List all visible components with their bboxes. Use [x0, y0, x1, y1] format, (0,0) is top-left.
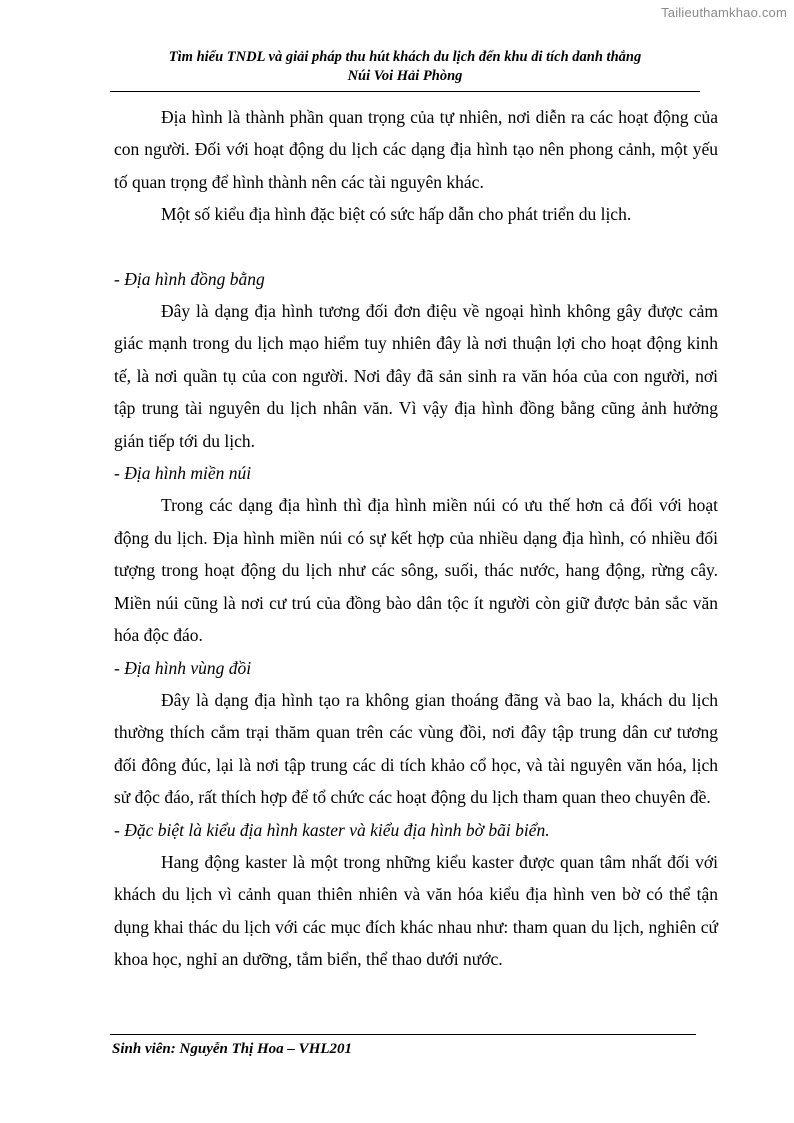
heading-karst-coastal: - Đặc biệt là kiểu địa hình kaster và kiểu địa hình bờ bãi biển. — [114, 819, 550, 840]
heading-hills: - Địa hình vùng đồi — [114, 657, 252, 678]
footer-divider — [110, 1034, 696, 1035]
header-divider — [110, 91, 700, 92]
page-header — [110, 48, 700, 86]
document-body — [114, 101, 718, 976]
heading-plains: - Địa hình đồng bằng — [114, 268, 265, 289]
heading-mountains: - Địa hình miền núi — [114, 463, 252, 484]
watermark-text: Tailieuthamkhao.com — [661, 5, 787, 20]
header-title-line-2: Núi Voi Hải Phòng — [347, 68, 463, 84]
header-title-line-1: Tìm hiểu TNDL và giải pháp thu hút khách du lịch đến khu di tích danh thắng — [168, 49, 642, 65]
paragraph-karst-coastal: Hang động kaster là một trong những kiểu kaster được quan tâm nhất đối với khách du lịch vì cảnh quan thiên nhiên và văn hóa kiểu địa hình ven bờ có thể tận dụng khai thác du lịch với các mục đích khác nhau như: tham quan du lịch, nghiên cứ khoa học, nghỉ an dưỡng, tắm biển, thể thao dưới nước. — [114, 851, 718, 970]
paragraph-mountains: Trong các dạng địa hình thì địa hình miền núi có ưu thế hơn cả đối với hoạt động du lịch. Địa hình miền núi có sự kết hợp của nhiều dạng địa hình, có nhiều đối tượng trong hoạt động du lịch như các sông, suối, thác nước, hang động, rừng cây. Miền núi cũng là nơi cư trú của đồng bào dân tộc ít người còn giữ được bản sắc văn hóa độc đáo. — [114, 495, 718, 646]
intro-paragraph-2: Một số kiểu địa hình đặc biệt có sức hấp dẫn cho phát triển du lịch. — [161, 204, 632, 225]
footer-student-name: Sinh viên: Nguyễn Thị Hoa – VHL201 — [112, 1041, 353, 1057]
paragraph-gap — [114, 231, 718, 263]
intro-paragraph-1: Địa hình là thành phần quan trọng của tự nhiên, nơi diễn ra các hoạt động của con người. Đối với hoạt động du lịch các dạng địa hình tạo nên phong cảnh, một yếu tố quan trọng để hình thành nên các tài nguyên khác. — [114, 107, 718, 192]
paragraph-plains: Đây là dạng địa hình tương đối đơn điệu về ngoại hình không gây được cảm giác mạnh trong du lịch mạo hiểm tuy nhiên đây là nơi thuận lợi cho hoạt động kinh tế, là nơi quần tụ của con người. Nơi đây đã sản sinh ra văn hóa của con người, nơi tập trung tài nguyên du lịch nhân văn. Vì vậy địa hình đồng bằng cũng ảnh hưởng gián tiếp tới du lịch. — [114, 301, 718, 451]
paragraph-hills: Đây là dạng địa hình tạo ra không gian thoáng đãng và bao la, khách du lịch thường thích cắm trại thăm quan trên các vùng đồi, nơi đây tập trung dân cư tương đối đông đúc, lại là nơi tập trung các di tích khảo cổ học, và tài nguyên văn hóa, lịch sử độc đáo, rất thích hợp để tổ chức các hoạt động du lịch tham quan theo chuyên đề. — [114, 689, 718, 808]
